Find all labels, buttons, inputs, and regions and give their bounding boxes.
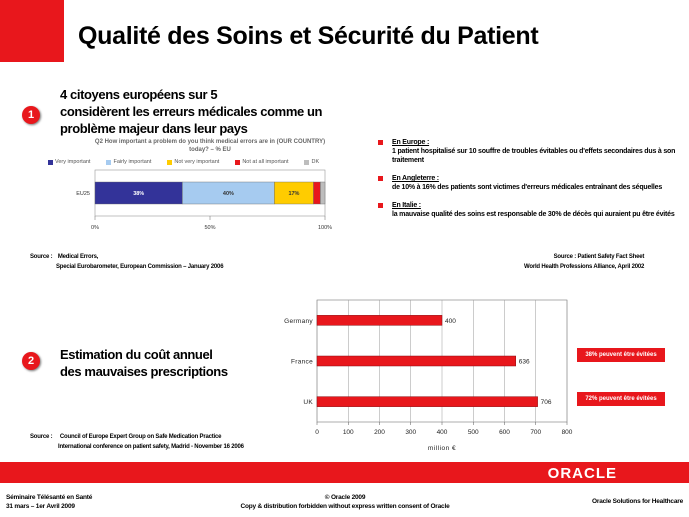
source-label: Source : [30, 434, 53, 440]
fact-item [378, 174, 678, 192]
data-label: 40% [222, 191, 234, 197]
x-tick-label: 50% [204, 225, 216, 231]
legend-item [235, 159, 288, 165]
footer-line: © Oracle 2009 [324, 494, 366, 501]
data-label: 636 [518, 358, 530, 366]
footer-line: 31 mars – 1er Avril 2009 [6, 503, 75, 510]
legend-label: DK [311, 159, 320, 165]
data-label: 38% [133, 191, 145, 197]
source-line: International conference on patient safety, Madrid - November 16 2006 [58, 444, 244, 450]
footer-line: Séminaire Télésanté en Santé [6, 494, 93, 501]
section-1-number: 1 [22, 106, 40, 124]
x-tick-label: 800 [561, 429, 573, 436]
section-2-source [30, 432, 244, 452]
source-line: Source : Patient Safety Fact Sheet [553, 254, 645, 260]
bar [317, 315, 442, 325]
bar [317, 356, 516, 366]
eurobarometer-legend [48, 159, 319, 165]
x-tick-label: 100% [317, 225, 333, 231]
fact-body: de 10% à 16% des patients sont victimes d'erreurs médicales entraînant des séquelles [392, 184, 663, 191]
headline-line: des mauvaises prescriptions [60, 364, 228, 379]
headline-line: considèrent les erreurs médicales comme un [60, 104, 323, 119]
headline-line: 4 citoyens européens sur 5 [60, 87, 218, 102]
oracle-logo: ORACLE [547, 465, 617, 482]
bar [317, 397, 538, 407]
legend-swatch [304, 160, 309, 165]
legend-label: Fairly important [113, 159, 152, 165]
legend-swatch [167, 160, 172, 165]
facts-list [378, 138, 678, 228]
section-1-source [30, 252, 223, 272]
legend-label: Very important [55, 159, 91, 165]
x-tick-label: 200 [374, 429, 385, 436]
fact-item [378, 138, 678, 165]
france-avoidable-note: 38% peuvent être évitées [577, 348, 665, 362]
section-1-headline [60, 86, 322, 137]
footer-right: Oracle Solutions for Healthcare [592, 498, 683, 505]
legend-item [48, 159, 90, 165]
bar-segment [320, 182, 325, 204]
fact-body: 1 patient hospitalisé sur 10 souffre de troubles évitables ou d'effets secondaires dus à son traitement [392, 148, 676, 164]
bullet-icon [378, 140, 383, 145]
legend-swatch [106, 160, 111, 165]
data-label: 400 [445, 317, 456, 325]
footer-center [200, 493, 490, 511]
source-line: Medical Errors, [57, 254, 99, 260]
x-tick-label: 700 [530, 429, 542, 436]
eurobarometer-stacked-bar-chart [40, 168, 340, 240]
headline-line: problème majeur dans leur pays [60, 121, 248, 136]
fact-item [378, 201, 678, 219]
headline-line: Estimation du coût annuel [60, 347, 213, 362]
source-line: Special Eurobarometer, European Commission – January 2006 [56, 264, 224, 270]
source-label: Source : [30, 254, 53, 260]
fact-body: la mauvaise qualité des soins est responsable de 30% de décès qui auraient pu être évités [392, 211, 675, 218]
prescription-cost-bar-chart [270, 296, 580, 456]
data-label: 706 [540, 399, 552, 407]
legend-swatch [48, 160, 53, 165]
source-line: World Health Professions Alliance, April 2002 [524, 264, 645, 270]
x-tick-label: 500 [467, 429, 479, 436]
section-2-number: 2 [22, 352, 40, 370]
x-tick-label: 100 [342, 429, 354, 436]
bullet-icon [378, 203, 383, 208]
eurobarometer-chart-title: Q2 How important a problem do you think medical errors are in (OUR COUNTRY) today? – % EU [94, 139, 326, 153]
x-tick-label: 0 [315, 429, 319, 436]
section-2-headline [60, 346, 228, 380]
footer-line: Copy & distribution forbidden without express written consent of Oracle [240, 503, 450, 510]
category-label: EU25 [76, 191, 90, 197]
category-label: France [290, 358, 313, 366]
category-label: Germany [284, 317, 313, 325]
fact-head: En Angleterre : [392, 175, 439, 182]
legend-item [106, 159, 151, 165]
source-line: Council of Europe Expert Group on Safe Medication Practice [59, 434, 222, 440]
category-label: UK [303, 399, 313, 407]
x-tick-label: 0% [91, 225, 99, 231]
x-tick-label: 600 [499, 429, 510, 436]
x-tick-label: 300 [405, 429, 417, 436]
legend-item [167, 159, 219, 165]
page-title: Qualité des Soins et Sécurité du Patient [78, 22, 539, 50]
brand-red-block [0, 0, 64, 62]
x-tick-label: 400 [436, 429, 448, 436]
footer-left [6, 493, 92, 511]
x-axis-title: million € [427, 445, 457, 452]
legend-swatch [235, 160, 240, 165]
data-label: 17% [288, 191, 300, 197]
bar-segment [314, 182, 321, 204]
fact-head: En Europe : [392, 139, 430, 146]
fact-head: En Italie : [392, 202, 421, 209]
legend-label: Not at all important [242, 159, 289, 165]
uk-avoidable-note: 72% peuvent être évitées [577, 392, 665, 406]
legend-label: Not very important [174, 159, 220, 165]
legend-item [304, 159, 319, 165]
bullet-icon [378, 176, 383, 181]
facts-source [490, 252, 644, 272]
